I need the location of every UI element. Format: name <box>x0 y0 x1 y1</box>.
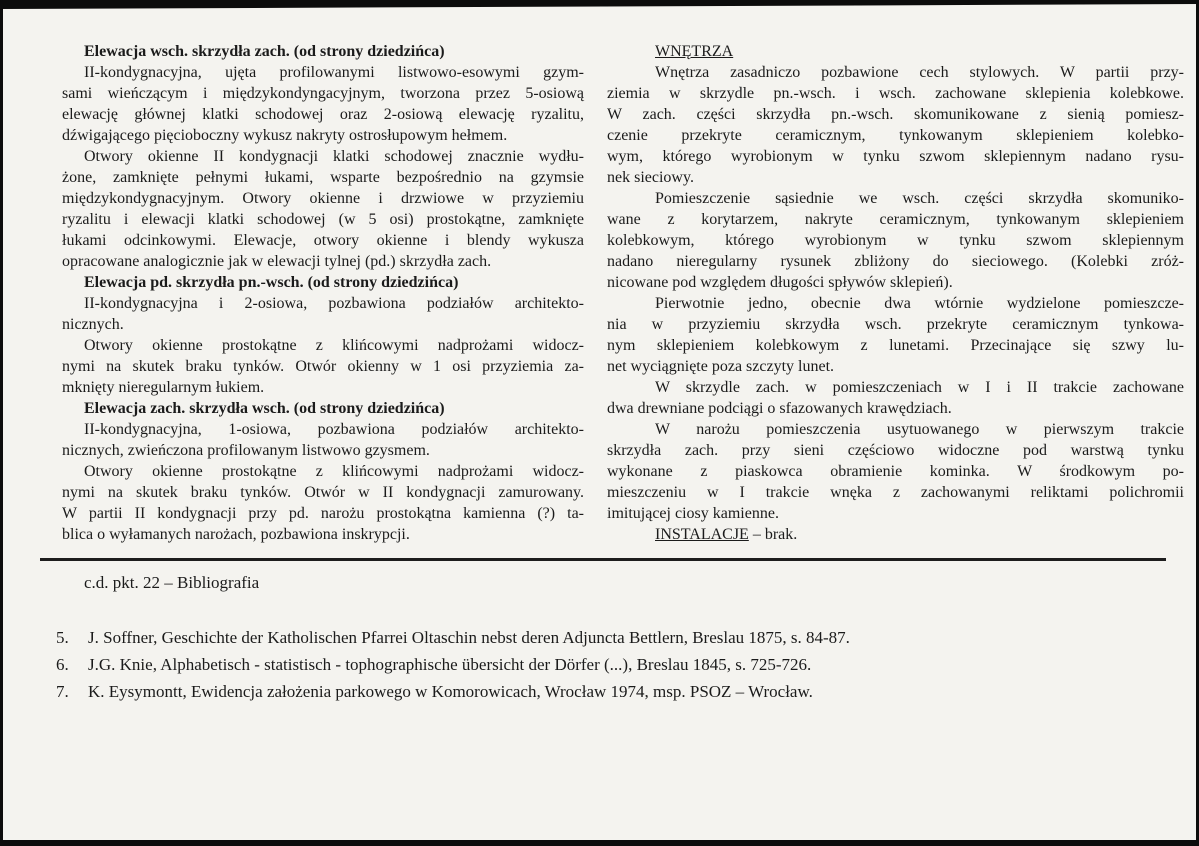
bibliography-item <box>56 678 1176 705</box>
text-line: W skrzydle zach. w pomieszczeniach w I i II trakcie zachowane <box>655 379 1184 396</box>
bibliography-item-number: 7. <box>56 682 69 701</box>
text-line: dźwigającego pięcioboczny wykusz nakryty ostrosłupowym hełmem. <box>62 127 508 144</box>
text-line: W zach. części skrzydła pn.-wsch. skomunikowane z sienią pomiesz- <box>607 106 1184 123</box>
text-line: wykonane z piaskowca obramienie kominka. W środkowym po- <box>607 463 1184 480</box>
text-line: wane z korytarzem, nakryte ceramicznym, tynkowanym sklepieniem <box>607 211 1184 228</box>
text-line: Pierwotnie jedno, obecnie dwa wtórnie wydzielone pomieszcze- <box>655 295 1184 312</box>
text-line: nicznych. <box>62 316 124 333</box>
text-line: nia w przyziemiu skrzydła wsch. przekryte ceramicznym tynkowa- <box>607 316 1184 333</box>
text-line: nadano nieregularny rysunek zbliżony do sieciowego. (Kolebki zróż- <box>607 253 1184 270</box>
underlined-text: INSTALACJE <box>655 526 749 543</box>
text-line: Otwory okienne prostokątne z klińcowymi nadprożami widocz- <box>84 337 584 354</box>
right-column <box>607 41 1184 545</box>
text-line: mieszczeniu w I trakcie wnęka z zachowanymi reliktami polichromii <box>607 484 1184 501</box>
text-line: nicznych, zwieńczona profilowanym listwowo gzysmem. <box>62 442 430 459</box>
section-heading <box>62 398 584 419</box>
bibliography-item-number: 5. <box>56 628 69 647</box>
text-line: dwa drewniane podciągi o sfazowanych krawędziach. <box>607 400 952 417</box>
scan-edge-top <box>0 0 1199 9</box>
text-line: II-kondygnacyjna i 2-osiowa, pozbawiona podziałów architekto- <box>84 295 584 312</box>
text-line: nym sklepieniem kolebkowym z lunetami. Przecinające się szwy lu- <box>607 337 1184 354</box>
text-line: ryzalitu i elewacji klatki schodowej (w 5 osi) prostokątne, zamknięte <box>62 211 584 228</box>
text-line: opracowane analogicznie jak w elewacji tylnej (pd.) skrzydła zach. <box>62 253 492 270</box>
bibliography-item <box>56 651 1176 678</box>
section-heading <box>607 41 1184 62</box>
text-line: ziemia w skrzydle pn.-wsch. i wsch. zachowane sklepienia kolebkowe. <box>607 85 1184 102</box>
text-line: skrzydła zach. przy sieni częściowo widoczne pod warstwą tynku <box>607 442 1184 459</box>
text-line: blica o wyłamanych narożach, pozbawiona inskrypcji. <box>62 526 410 543</box>
underlined-text: WNĘTRZA <box>655 43 734 60</box>
left-column <box>62 41 584 545</box>
text-line: żone, zamknięte pełnymi łukami, wsparte bezpośrednio na gzymsie <box>62 169 584 186</box>
text-line: nymi na skutek braku tynków. Otwór okienny w 1 osi przyziemia za- <box>62 358 584 375</box>
text-line: Otwory okienne II kondygnacji klatki schodowej znacznie wydłu- <box>84 148 584 165</box>
bibliography-item-text: J.G. Knie, Alphabetisch - statistisch - tophographische übersicht der Dörfer (...), Breslau 1845, s. 725-726. <box>88 655 812 674</box>
text-line: net wyciągnięte poza szczyty lunet. <box>607 358 835 375</box>
text-line: Pomieszczenie sąsiednie we wsch. części skrzydła skomuniko- <box>655 190 1184 207</box>
paragraph <box>607 62 1184 188</box>
text-line: łukami odcinkowymi. Elewacje, otwory okienne i blendy wykusza <box>62 232 584 249</box>
paragraph <box>607 188 1184 293</box>
text-line: Elewacja zach. skrzydła wsch. (od strony dziedzińca) <box>84 400 445 417</box>
text-line: wym, którego wyrobionym w tynku szwom sklepiennym nadano rysu- <box>607 148 1184 165</box>
text-line: Elewacja pd. skrzydła pn.-wsch. (od strony dziedzińca) <box>84 274 459 291</box>
text-line: nymi na skutek braku tynków. Otwór w II kondygnacji zamurowany. <box>62 484 584 501</box>
bibliography-item-number: 6. <box>56 655 69 674</box>
paragraph <box>62 293 584 335</box>
text-line: INSTALACJE – brak. <box>655 526 798 543</box>
paragraph <box>607 293 1184 377</box>
text-line: W narożu pomieszczenia usytuowanego w pierwszym trakcie <box>655 421 1184 438</box>
section-heading <box>62 41 584 62</box>
text-line: Elewacja wsch. skrzydła zach. (od strony dziedzińca) <box>84 43 445 60</box>
bibliography-item-text: J. Soffner, Geschichte der Katholischen Pfarrei Oltaschin nebst deren Adjuncta Bettlern, Breslau 1875, s. 84-87. <box>88 628 850 647</box>
bibliography-list <box>56 624 1176 705</box>
paragraph <box>62 62 584 146</box>
text-line: Wnętrza zasadniczo pozbawione cech stylowych. W partii przy- <box>655 64 1184 81</box>
text-line: mknięty nieregularnym łukiem. <box>62 379 265 396</box>
text-line: II-kondygnacyjna, 1-osiowa, pozbawiona podziałów architekto- <box>84 421 584 438</box>
paragraph <box>607 419 1184 524</box>
text-line: kolebkowym, którego wyrobionym w tynku szwom sklepiennym <box>607 232 1184 249</box>
text-line <box>607 41 1184 62</box>
text-line: elewację głównej klatki schodowej oraz 2-osiową elewację ryzalitu, <box>62 106 584 123</box>
bibliography-item <box>56 624 1176 651</box>
bibliography-item-text: K. Eysymontt, Ewidencja założenia parkowego w Komorowicach, Wrocław 1974, msp. PSOZ – Wrocław. <box>88 682 813 701</box>
section-divider-rule <box>40 558 1166 561</box>
section-heading <box>62 272 584 293</box>
continuation-note: c.d. pkt. 22 – Bibliografia <box>84 573 260 592</box>
scan-edge-bottom <box>0 840 1199 846</box>
paragraph <box>607 524 1184 545</box>
text-line: W partii II kondygnacji przy pd. narożu prostokątna kamienna (?) ta- <box>62 505 584 522</box>
paragraph <box>607 377 1184 419</box>
text-line: międzykondygnacyjnym. Otwory okienne i drzwiowe w przyziemiu <box>62 190 584 207</box>
scan-edge-left <box>0 0 3 846</box>
paragraph <box>62 461 584 545</box>
text-line: czenie przekryte ceramicznym, tynkowanym sklepieniem kolebko- <box>607 127 1184 144</box>
paragraph <box>62 419 584 461</box>
text-line: II-kondygnacyjna, ujęta profilowanymi listwowo-esowymi gzym- <box>84 64 584 81</box>
text-line: nek sieciowy. <box>607 169 694 186</box>
text-line: nicowane pod względem długości spływów sklepień). <box>607 274 953 291</box>
text-line: sami wieńczącym i międzykondyngacyjnym, tworzona przez 5-osiową <box>62 85 584 102</box>
text-line: imitującej ciosy kamienne. <box>607 505 779 522</box>
paragraph <box>62 335 584 398</box>
paragraph <box>62 146 584 272</box>
text-line: Otwory okienne prostokątne z klińcowymi nadprożami widocz- <box>84 463 584 480</box>
